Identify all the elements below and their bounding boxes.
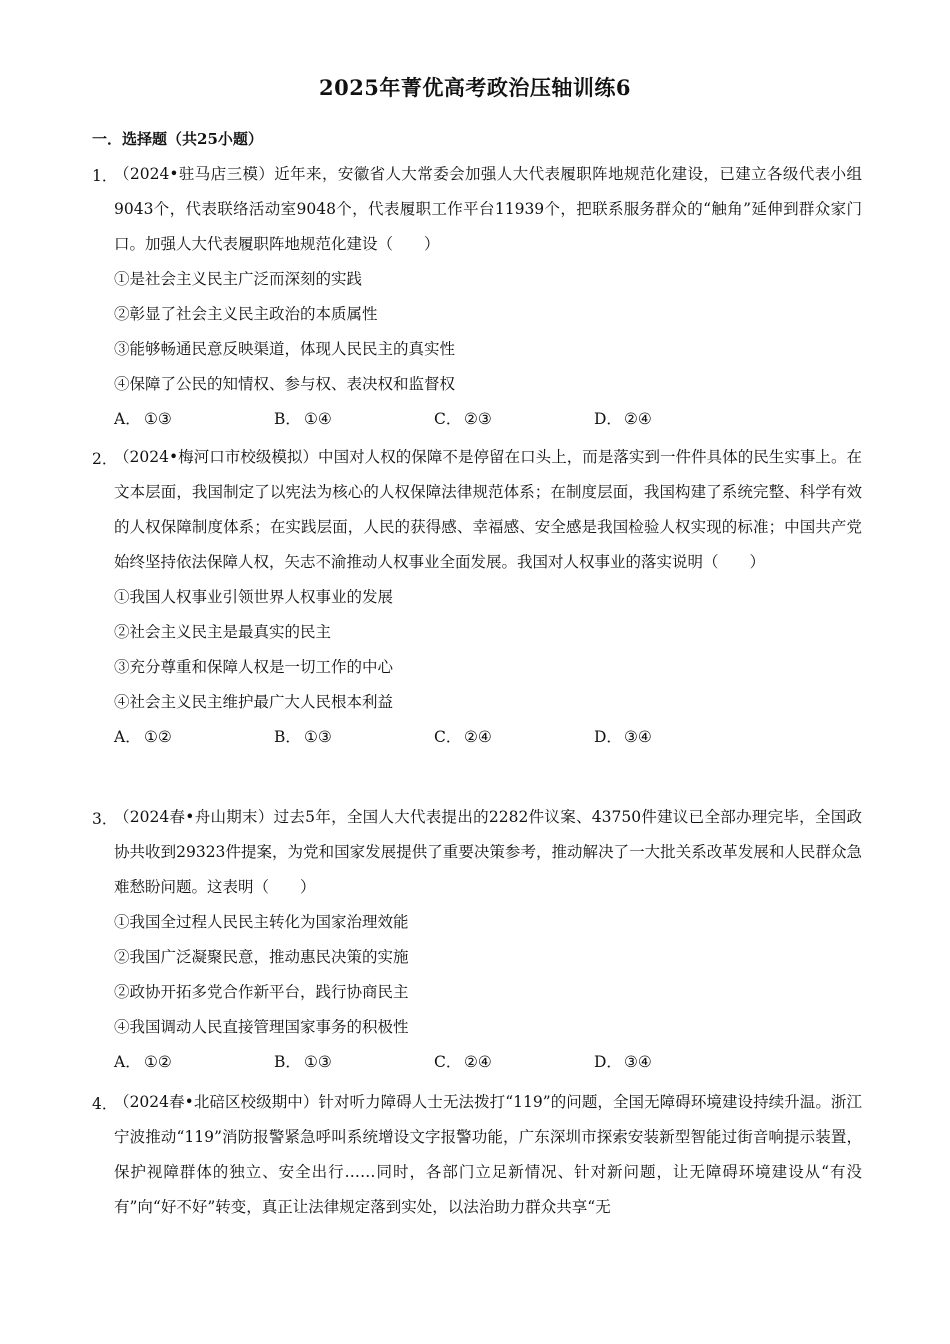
choice-c[interactable] (434, 402, 594, 437)
choice-letter: B． (274, 410, 301, 428)
choice-letter: B． (274, 728, 301, 746)
choice-text: ①③ (144, 410, 172, 428)
choice-letter: C． (434, 728, 462, 746)
question-1 (92, 157, 862, 437)
choice-letter: B． (274, 1053, 301, 1071)
statement-option: ①是社会主义民主广泛而深刻的实践 (114, 270, 363, 288)
question-number: 3． (92, 810, 118, 828)
statement-option: ④保障了公民的知情权、参与权、表决权和监督权 (114, 375, 456, 393)
statement-option: ①我国人权事业引领世界人权事业的发展 (114, 588, 394, 606)
answer-choices (114, 402, 862, 437)
answer-choices (114, 720, 862, 755)
page-title: 2025年菁优高考政治压轴训练6 (318, 75, 632, 100)
choice-d[interactable] (594, 402, 754, 437)
choice-letter: D． (594, 410, 622, 428)
statement-option: ③充分尊重和保障人权是一切工作的中心 (114, 658, 394, 676)
choice-text: ①③ (304, 728, 332, 746)
choice-letter: C． (434, 410, 462, 428)
choice-letter: A． (114, 728, 141, 746)
question-stem: （2024•梅河口市校级模拟）中国对人权的保障不是停留在口头上，而是落实到一件件具体的民生实事上。在文本层面，我国制定了以宪法为核心的人权保障法律规范体系；在制度层面，我国构建了系统完整、科学有效的人权保障制度体系；在实践层面，人民的获得感、幸福感、安全感是我国检验人权实现的标准；中国共产党始终坚持依法保障人权，矢志不渝推动人权事业全面发展。我国对人权事业的落实说明（ ） (114, 448, 862, 571)
choice-a[interactable] (114, 720, 274, 755)
choice-c[interactable] (434, 720, 594, 755)
question-stem: （2024•驻马店三模）近年来，安徽省人大常委会加强人大代表履职阵地规范化建设，已建立各级代表小组9043个，代表联络活动室9048个，代表履职工作平台11939个，把联系服务群众的“触角”延伸到群众家门口。加强人大代表履职阵地规范化建设（ ） (114, 165, 862, 253)
answer-choices (114, 1045, 862, 1080)
choice-text: ②④ (624, 410, 652, 428)
choice-text: ③④ (624, 728, 652, 746)
choice-letter: D． (594, 728, 622, 746)
choice-text: ②④ (464, 728, 492, 746)
statement-option: ②社会主义民主是最真实的民主 (114, 623, 332, 641)
statement-option: ②政协开拓多党合作新平台，践行协商民主 (114, 983, 409, 1001)
choice-text: ①④ (304, 410, 332, 428)
statement-option: ④社会主义民主维护最广大人民根本利益 (114, 693, 394, 711)
question-number: 4． (92, 1095, 118, 1113)
choice-d[interactable] (594, 1045, 754, 1080)
statement-option: ④我国调动人民直接管理国家事务的积极性 (114, 1018, 409, 1036)
choice-letter: D． (594, 1053, 622, 1071)
question-number: 1． (92, 167, 118, 185)
choice-text: ③④ (624, 1053, 652, 1071)
question-number: 2． (92, 450, 118, 468)
question-stem: （2024春•北碚区校级期中）针对听力障碍人士无法拨打“119”的问题，全国无障碍环境建设持续升温。浙江宁波推动“119”消防报警紧急呼叫系统增设文字报警功能，广东深圳市探索安装新型智能过街音响提示装置，保护视障群体的独立、安全出行……同时，各部门立足新情况、针对新问题，让无障碍环境建设从“有没有”向“好不好”转变，真正让法律规定落到实处，以法治助力群众共享“无 (114, 1093, 862, 1216)
statement-option: ①我国全过程人民民主转化为国家治理效能 (114, 913, 409, 931)
choice-letter: C． (434, 1053, 462, 1071)
statement-option: ②彰显了社会主义民主政治的本质属性 (114, 305, 378, 323)
choice-letter: A． (114, 1053, 141, 1071)
choice-a[interactable] (114, 1045, 274, 1080)
statement-option: ②我国广泛凝聚民意，推动惠民决策的实施 (114, 948, 409, 966)
choice-b[interactable] (274, 720, 434, 755)
question-stem: （2024春•舟山期末）过去5年，全国人大代表提出的2282件议案、43750件建议已全部办理完毕，全国政协共收到29323件提案，为党和国家发展提供了重要决策参考，推动解决了一大批关系改革发展和人民群众急难愁盼问题。这表明（ ） (114, 808, 862, 896)
question-3 (92, 800, 862, 1080)
choice-a[interactable] (114, 402, 274, 437)
choice-d[interactable] (594, 720, 754, 755)
choice-text: ②④ (464, 1053, 492, 1071)
choice-letter: A． (114, 410, 141, 428)
statement-option: ③能够畅通民意反映渠道，体现人民民主的真实性 (114, 340, 456, 358)
question-2 (92, 440, 862, 755)
choice-c[interactable] (434, 1045, 594, 1080)
choice-b[interactable] (274, 402, 434, 437)
choice-b[interactable] (274, 1045, 434, 1080)
section-heading: 一．选择题（共25小题） (92, 130, 263, 148)
choice-text: ①③ (304, 1053, 332, 1071)
question-4 (92, 1085, 862, 1225)
choice-text: ①② (144, 728, 172, 746)
choice-text: ①② (144, 1053, 172, 1071)
choice-text: ②③ (464, 410, 492, 428)
